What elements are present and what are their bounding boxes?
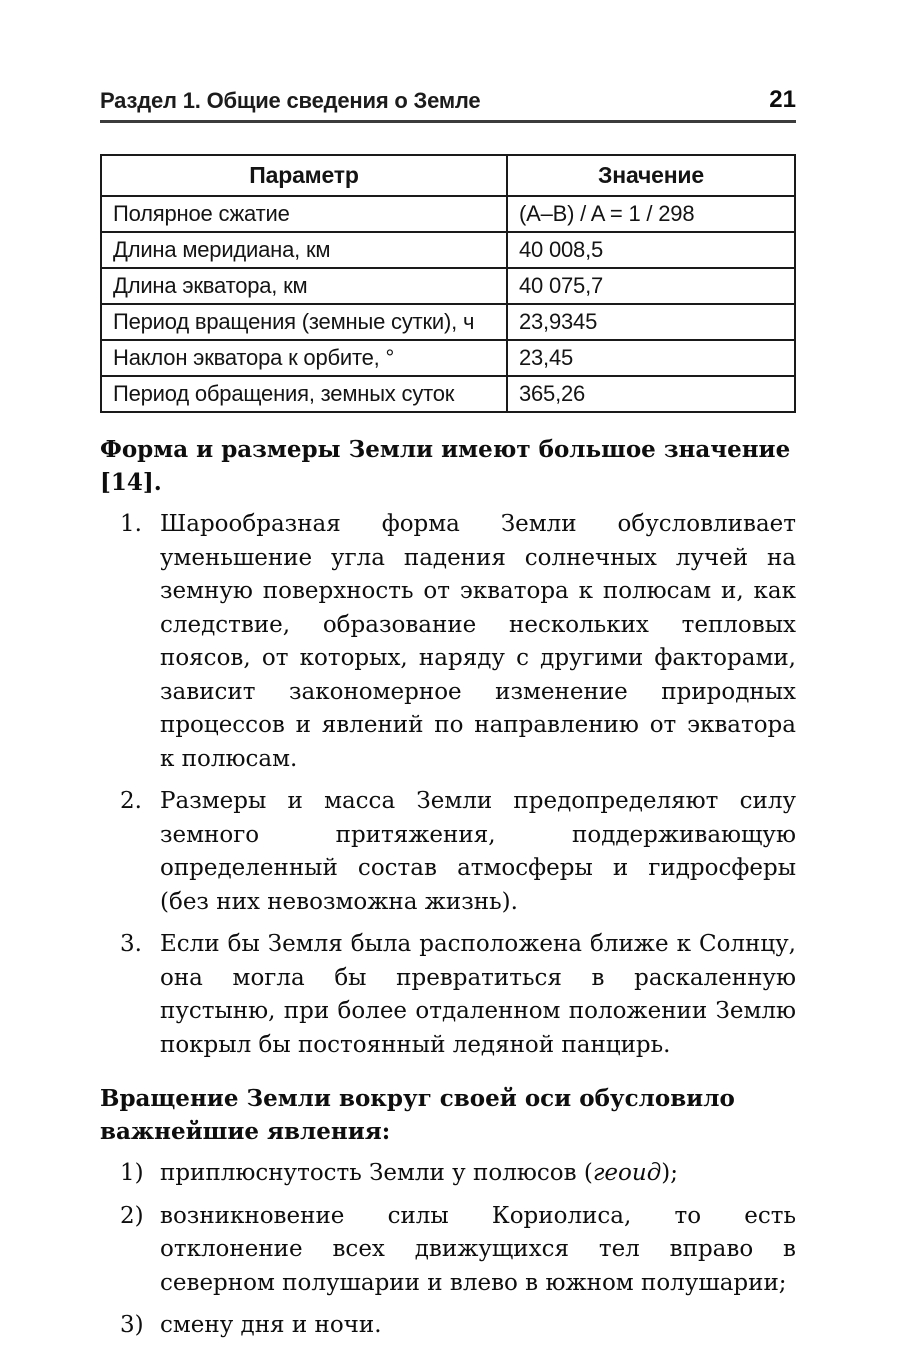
list-item: [100, 785, 796, 919]
table-row: [101, 268, 795, 304]
parameter-cell: Полярное сжатие: [101, 196, 507, 232]
rotation-list: [100, 1157, 796, 1343]
table-row: [101, 196, 795, 232]
list-item-marker: 3.: [120, 931, 142, 957]
column-header-value: Значение: [507, 155, 795, 196]
parameter-cell: Длина экватора, км: [101, 268, 507, 304]
value-cell: 23,45: [507, 340, 795, 376]
list-item-text: Если бы Земля была расположена ближе к Солнцу, она могла бы превратиться в раскаленную пустыню, при более отдаленном положении Землю покрыл бы постоянный ледяной панцирь.: [160, 931, 796, 1058]
significance-list: [100, 508, 796, 1062]
value-cell: 40 075,7: [507, 268, 795, 304]
value-cell: 23,9345: [507, 304, 795, 340]
list-item-text: смену дня и ночи.: [160, 1312, 382, 1338]
list-item-text: [160, 1160, 678, 1186]
list-item-marker: 1.: [120, 511, 142, 537]
list-item-text: Шарообразная форма Земли обусловливает уменьшение угла падения солнечных лучей на земную поверхность от экватора к полюсам и, как следствие, образование нескольких тепловых поясов, от которых, наряду с другими факторами, зависит закономерное изменение природных процессов и явлений по направлению от экватора к полюсам.: [160, 511, 796, 772]
list-item: [100, 928, 796, 1062]
value-cell: 365,26: [507, 376, 795, 412]
value-cell: 40 008,5: [507, 232, 795, 268]
italic-term: геоид: [592, 1160, 662, 1186]
list-item-text-after: );: [661, 1160, 679, 1186]
list-item-marker: 3): [120, 1312, 144, 1338]
parameter-cell: Наклон экватора к орбите, °: [101, 340, 507, 376]
list-item-marker: 2.: [120, 788, 142, 814]
list-item-text: Размеры и масса Земли предопределяют силу земного притяжения, поддерживающую определенный состав атмосферы и гидросферы (без них невозможна жизнь).: [160, 788, 796, 915]
significance-heading: Форма и размеры Земли имеют большое значение [14].: [100, 436, 791, 496]
column-header-parameter: Параметр: [101, 155, 507, 196]
list-item: [100, 1157, 796, 1191]
table-row: [101, 304, 795, 340]
earth-parameters-table: [100, 154, 796, 413]
parameter-cell: Период обращения, земных суток: [101, 376, 507, 412]
parameter-cell: Длина меридиана, км: [101, 232, 507, 268]
list-item: [100, 508, 796, 776]
page-header: [100, 86, 796, 123]
table-row: [101, 232, 795, 268]
list-item-marker: 2): [120, 1202, 144, 1229]
list-item-marker: 1): [120, 1160, 144, 1186]
page-number: 21: [769, 86, 796, 113]
list-item-text-before: приплюснутость Земли у полюсов (: [160, 1160, 593, 1186]
rotation-heading: Вращение Земли вокруг своей оси обусловило важнейшие явления:: [100, 1085, 735, 1145]
table-row: [101, 340, 795, 376]
section-title: Раздел 1. Общие сведения о Земле: [100, 88, 481, 113]
parameter-cell: Период вращения (земные сутки), ч: [101, 304, 507, 340]
list-item-text: возникновение силы Кориолиса, то есть отклонение всех движущихся тел вправо в северном полушарии и влево в южном полушарии;: [160, 1202, 796, 1296]
page-content: [100, 86, 796, 1352]
list-item: [100, 1200, 796, 1301]
value-cell: (A–B) / A = 1 / 298: [507, 196, 795, 232]
table-header-row: [101, 155, 795, 196]
table-row: [101, 376, 795, 412]
list-item: [100, 1309, 796, 1343]
